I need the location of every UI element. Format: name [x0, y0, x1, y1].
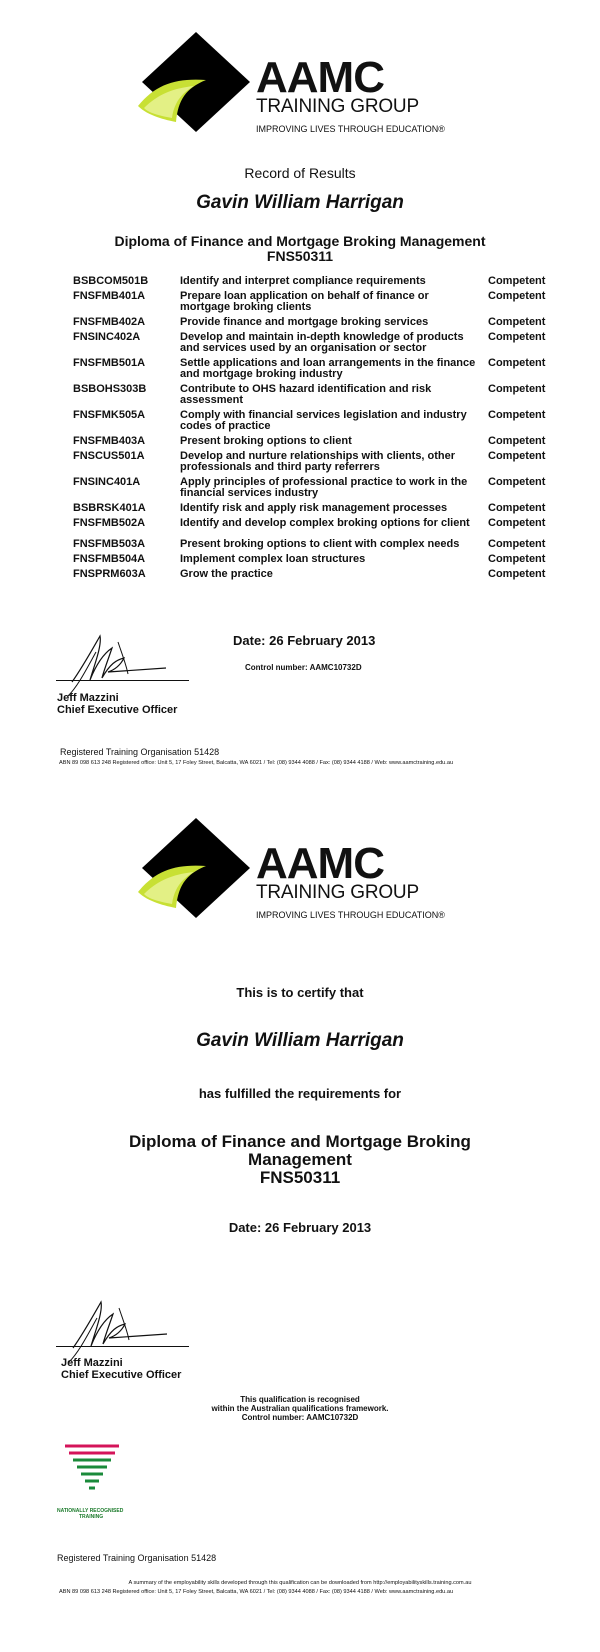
record-date: Date: 26 February 2013 — [233, 633, 376, 648]
unit-result: Competent — [488, 435, 546, 447]
qualification-code: FNS50311 — [266, 248, 334, 264]
certificate-control-number: Control number: AAMC10732D — [241, 1413, 359, 1422]
unit-code: FNSCUS501A — [73, 450, 145, 462]
recognised-line-2: within the Australian qualifications framework. — [211, 1404, 389, 1413]
aamc-logo — [136, 814, 446, 924]
abn-footer: ABN 89 098 613 248 Registered office: Unit 5, 17 Foley Street, Balcatta, WA 6021 / Tel: (08) 9344 4088 / Fax: (08) 9344 4188 / Web: www.aamctraining.edu.au — [59, 760, 454, 766]
unit-code: BSBOHS303B — [73, 383, 147, 395]
aamc-diamond-icon — [136, 814, 256, 924]
signatory-name: Jeff Mazzini — [57, 692, 119, 704]
unit-title: Identify risk and apply risk management processes — [180, 502, 448, 514]
unit-row — [73, 436, 553, 451]
unit-result: Competent — [488, 450, 546, 462]
certificate-date: Date: 26 February 2013 — [228, 1220, 372, 1235]
unit-result: Competent — [488, 331, 546, 343]
unit-row — [73, 291, 553, 317]
nationally-recognised-training-icon — [57, 1440, 127, 1500]
certificate-qualification — [0, 1133, 600, 1187]
unit-row — [73, 358, 553, 384]
unit-code: FNSFMB401A — [73, 290, 146, 302]
record-of-results-page — [0, 0, 600, 820]
unit-row — [73, 384, 553, 410]
rto-number: Registered Training Organisation 51428 — [60, 747, 220, 757]
unit-row — [73, 477, 553, 503]
unit-row — [73, 317, 553, 332]
brand-name: AAMC — [256, 839, 384, 888]
unit-title: Identify and interpret compliance requirements — [180, 275, 426, 287]
unit-code: FNSFMB403A — [73, 435, 146, 447]
certificate-page — [0, 820, 600, 1652]
qualification-line-1: Diploma of Finance and Mortgage Broking — [129, 1132, 471, 1151]
unit-code: FNSINC401A — [73, 476, 141, 488]
brand-tagline: IMPROVING LIVES THROUGH EDUCATION® — [256, 910, 445, 920]
brand-name: AAMC — [256, 53, 384, 102]
qualification-code: FNS50311 — [259, 1168, 341, 1187]
unit-title: Present broking options to client with complex needs — [180, 538, 460, 550]
unit-title: Contribute to OHS hazard identification and risk assessment — [180, 383, 432, 406]
unit-row — [73, 332, 553, 358]
signatory-title: Chief Executive Officer — [57, 704, 178, 716]
signature-icon — [62, 630, 172, 700]
unit-result: Competent — [488, 357, 546, 369]
signature-icon — [62, 1296, 174, 1366]
unit-title: Settle applications and loan arrangements in the finance and mortgage broking industry — [180, 357, 476, 380]
aamc-logo — [136, 28, 446, 138]
unit-code: FNSFMB501A — [73, 357, 146, 369]
unit-result: Competent — [488, 517, 546, 529]
unit-result: Competent — [488, 316, 546, 328]
qualification-name: Diploma of Finance and Mortgage Broking Management — [114, 233, 486, 249]
units-table — [73, 276, 553, 584]
unit-result: Competent — [488, 290, 546, 302]
unit-row — [73, 410, 553, 436]
unit-title: Apply principles of professional practice to work in the financial services industry — [180, 476, 468, 499]
unit-row — [73, 518, 553, 533]
unit-result: Competent — [488, 553, 546, 565]
unit-title: Comply with financial services legislation and industry codes of practice — [180, 409, 467, 432]
unit-title: Prepare loan application on behalf of finance or mortgage broking clients — [180, 290, 429, 313]
unit-title: Develop and nurture relationships with clients, other professionals and third party referrers — [180, 450, 456, 473]
unit-code: BSBCOM501B — [73, 275, 149, 287]
employability-summary: A summary of the employability skills developed through this qualification can be downloaded from http://employabilityskills.training.com.au — [128, 1580, 472, 1586]
signatory-title: Chief Executive Officer — [61, 1369, 182, 1381]
unit-code: FNSFMB504A — [73, 553, 146, 565]
nrt-line-1: NATIONALLY RECOGNISED — [57, 1508, 124, 1514]
brand-subtitle: TRAINING GROUP — [256, 882, 419, 903]
unit-title: Implement complex loan structures — [180, 553, 366, 565]
qualification-line-2: Management — [248, 1150, 352, 1169]
unit-row — [73, 276, 553, 291]
unit-code: FNSFMB402A — [73, 316, 146, 328]
signature-line — [56, 1346, 189, 1347]
recognised-line-1: This qualification is recognised — [240, 1395, 360, 1404]
brand-subtitle: TRAINING GROUP — [256, 96, 419, 117]
aamc-diamond-icon — [136, 28, 256, 138]
unit-row — [73, 503, 553, 518]
record-control-number: Control number: AAMC10732D — [245, 663, 362, 672]
nrt-label — [57, 1508, 123, 1520]
unit-code: FNSFMB502A — [73, 517, 146, 529]
unit-title: Identify and develop complex broking options for client — [180, 517, 470, 529]
unit-title: Grow the practice — [180, 568, 273, 580]
unit-result: Competent — [488, 502, 546, 514]
signatory — [61, 1357, 181, 1381]
unit-code: BSBRSK401A — [73, 502, 146, 514]
unit-result: Competent — [488, 476, 546, 488]
unit-code: FNSPRM603A — [73, 568, 146, 580]
abn-footer: ABN 89 098 613 248 Registered office: Unit 5, 17 Foley Street, Balcatta, WA 6021 / Tel: (08) 9344 4088 / Fax: (08) 9344 4188 / Web: www.aamctraining.edu.au — [59, 1589, 454, 1595]
unit-code: FNSFMB503A — [73, 538, 146, 550]
unit-row — [73, 533, 553, 554]
certificate-student-name: Gavin William Harrigan — [196, 1030, 404, 1051]
unit-row — [73, 554, 553, 569]
certify-text: This is to certify that — [236, 985, 364, 1000]
unit-title: Present broking options to client — [180, 435, 352, 447]
unit-result: Competent — [488, 383, 546, 395]
unit-result: Competent — [488, 409, 546, 421]
unit-title: Develop and maintain in-depth knowledge of products and services used by an organisation or sector — [180, 331, 464, 354]
unit-code: FNSINC402A — [73, 331, 141, 343]
signature-line — [56, 680, 189, 681]
unit-result: Competent — [488, 275, 546, 287]
signatory — [57, 692, 177, 716]
record-heading: Record of Results — [244, 165, 356, 181]
rto-number: Registered Training Organisation 51428 — [57, 1553, 217, 1563]
unit-row — [73, 569, 553, 584]
unit-code: FNSFMK505A — [73, 409, 146, 421]
unit-result: Competent — [488, 568, 546, 580]
recognition-statement — [0, 1395, 600, 1422]
unit-row — [73, 451, 553, 477]
qualification-title — [0, 234, 600, 264]
student-name: Gavin William Harrigan — [196, 192, 404, 213]
unit-title: Provide finance and mortgage broking services — [180, 316, 429, 328]
unit-result: Competent — [488, 538, 546, 550]
signatory-name: Jeff Mazzini — [61, 1357, 123, 1369]
fulfilled-text: has fulfilled the requirements for — [198, 1086, 402, 1101]
nrt-line-2: TRAINING — [79, 1514, 104, 1520]
brand-tagline: IMPROVING LIVES THROUGH EDUCATION® — [256, 124, 445, 134]
